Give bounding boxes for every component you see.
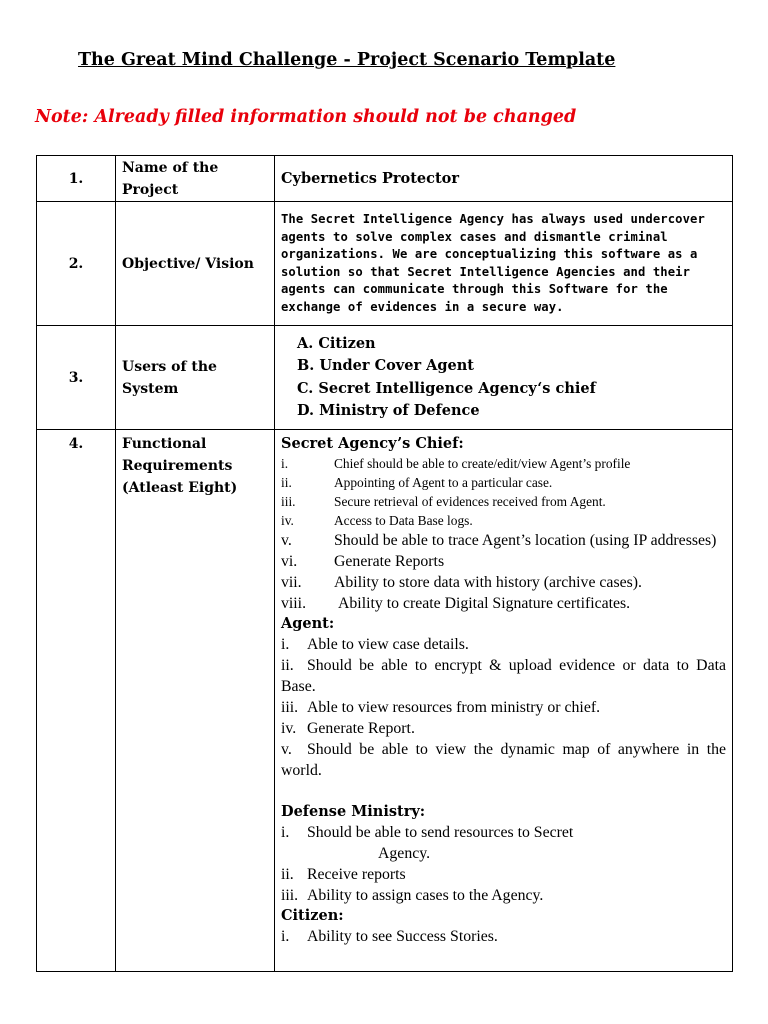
item-text: Able to view resources from ministry or chief. bbox=[307, 699, 601, 716]
row-label: Users of the System bbox=[116, 326, 275, 430]
item-number: vii. bbox=[281, 574, 302, 591]
item-text: Should be able to view the dynamic map of anywhere in the world. bbox=[281, 741, 726, 779]
item-text: Should be able to send resources to Secret bbox=[307, 824, 574, 841]
item-text: Able to view case details. bbox=[307, 636, 469, 653]
row-number: 2. bbox=[37, 202, 116, 326]
section-spacer bbox=[281, 781, 726, 802]
list-item: D. Ministry of Defence bbox=[297, 402, 480, 419]
item-text: Access to Data Base logs. bbox=[334, 513, 473, 528]
list-item bbox=[281, 697, 726, 718]
row-number: 4. bbox=[37, 430, 116, 972]
table-row-requirements bbox=[37, 430, 733, 972]
row-label: Name of the Project bbox=[116, 156, 275, 202]
item-number: v. bbox=[281, 741, 292, 758]
item-text: Generate Reports bbox=[334, 553, 445, 570]
list-item bbox=[281, 885, 726, 906]
item-number: ii. bbox=[281, 657, 294, 674]
list-item bbox=[281, 593, 726, 614]
item-text: Should be able to encrypt & upload evidence or data to Data Base. bbox=[281, 657, 726, 695]
row-number: 1. bbox=[37, 156, 116, 202]
list-item bbox=[281, 634, 726, 655]
list-item: B. Under Cover Agent bbox=[297, 357, 474, 374]
table-row-users bbox=[37, 326, 733, 430]
item-number: vi. bbox=[281, 553, 298, 570]
list-item bbox=[281, 822, 726, 843]
item-number: iii. bbox=[281, 494, 296, 509]
item-text: Secure retrieval of evidences received from Agent. bbox=[334, 494, 606, 509]
table-row-project-name bbox=[37, 156, 733, 202]
row-label: Objective/ Vision bbox=[116, 202, 275, 326]
list-item bbox=[281, 511, 726, 530]
item-text: Ability to store data with history (archive cases). bbox=[334, 574, 642, 591]
list-item bbox=[281, 926, 726, 947]
item-number: viii. bbox=[281, 595, 307, 612]
item-number: ii. bbox=[281, 475, 292, 490]
list-item bbox=[281, 492, 726, 511]
item-text: Appointing of Agent to a particular case. bbox=[334, 475, 553, 490]
item-text: Ability to create Digital Signature certificates. bbox=[338, 595, 631, 612]
section-heading: Secret Agency’s Chief: bbox=[281, 435, 464, 452]
item-number: iii. bbox=[281, 699, 299, 716]
item-text: Generate Report. bbox=[307, 720, 415, 737]
item-continuation: Agency. bbox=[378, 845, 431, 862]
item-number: iii. bbox=[281, 887, 299, 904]
list-item bbox=[281, 572, 726, 593]
list-item bbox=[281, 551, 726, 572]
section-heading: Defense Ministry: bbox=[281, 803, 426, 820]
objective-value: The Secret Intelligence Agency has always used undercover agents to solve complex cases and dismantle criminal organizations. We are conceptualizing this software as a solution so that Secret Intelligence Agencies and their agents can communicate through this Software for the exchange of evidences in a secure way. bbox=[275, 202, 733, 326]
list-item bbox=[281, 864, 726, 885]
list-item bbox=[281, 454, 726, 473]
section-heading: Agent: bbox=[281, 615, 335, 632]
list-item: C. Secret Intelligence Agency‘s chief bbox=[297, 379, 596, 397]
item-number: v. bbox=[281, 532, 292, 549]
list-item bbox=[281, 655, 726, 697]
item-number: ii. bbox=[281, 866, 294, 883]
row-number: 3. bbox=[37, 326, 116, 430]
item-text: Ability to see Success Stories. bbox=[307, 928, 498, 945]
item-number: i. bbox=[281, 636, 290, 653]
requirements-cell bbox=[275, 430, 733, 972]
users-cell bbox=[275, 326, 733, 430]
document-title: The Great Mind Challenge - Project Scenario Template bbox=[78, 50, 616, 70]
users-list bbox=[275, 329, 732, 427]
scenario-table bbox=[36, 155, 733, 972]
item-number: iv. bbox=[281, 720, 297, 737]
project-name-value: Cybernetics Protector bbox=[275, 156, 733, 202]
item-number: i. bbox=[281, 456, 289, 471]
note-text: Note: Already filled information should not be changed bbox=[35, 107, 577, 127]
row-label: Functional Requirements (Atleast Eight) bbox=[116, 430, 275, 972]
item-text: Receive reports bbox=[307, 866, 406, 883]
item-text: Should be able to trace Agent’s location (using IP addresses) bbox=[334, 532, 717, 549]
item-number: i. bbox=[281, 824, 290, 841]
section-heading: Citizen: bbox=[281, 907, 344, 924]
item-number: i. bbox=[281, 928, 290, 945]
list-item bbox=[281, 473, 726, 492]
item-text: Chief should be able to create/edit/view Agent’s profile bbox=[334, 456, 631, 471]
list-item bbox=[281, 739, 726, 781]
item-text: Ability to assign cases to the Agency. bbox=[307, 887, 544, 904]
list-item bbox=[281, 530, 726, 551]
list-item bbox=[281, 718, 726, 739]
item-number: iv. bbox=[281, 513, 294, 528]
list-item: A. Citizen bbox=[297, 334, 376, 352]
table-row-objective bbox=[37, 202, 733, 326]
